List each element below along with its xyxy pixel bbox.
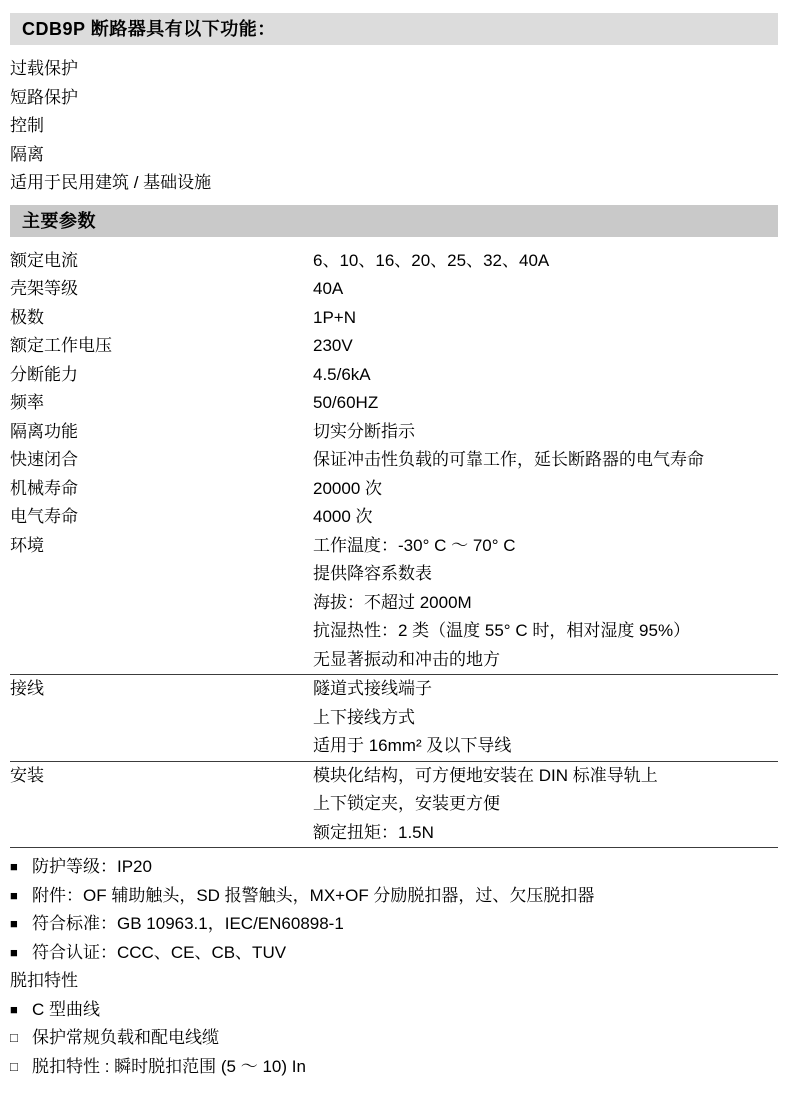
param-row <box>10 247 778 276</box>
param-value-line: 1P+N <box>313 307 356 327</box>
param-row <box>10 361 778 390</box>
param-value-line: 切实分断指示 <box>313 421 415 441</box>
param-value-line: 4.5/6kA <box>313 364 371 384</box>
function-list-item: 适用于民用建筑 / 基础设施 <box>10 173 212 192</box>
open-square-icon: □ <box>10 1030 18 1045</box>
function-list-item: 隔离 <box>10 144 44 164</box>
param-value-line: 无显著振动和冲击的地方 <box>313 649 500 669</box>
note-item <box>10 967 778 996</box>
param-value-line: 40A <box>313 279 344 298</box>
param-label: 安装 <box>10 765 44 785</box>
note-text: 脱扣特性 : 瞬时脱扣范围 (5 ～ 10) In <box>32 1056 306 1076</box>
param-values <box>313 304 778 333</box>
param-label: 额定工作电压 <box>10 336 112 355</box>
filled-square-icon: ■ <box>10 859 18 874</box>
param-values <box>313 275 778 304</box>
function-list-item: 过载保护 <box>10 59 78 78</box>
param-value-line: 50/60HZ <box>313 393 379 412</box>
open-square-icon: □ <box>10 1058 18 1074</box>
note-item <box>10 996 778 1025</box>
note-item <box>10 853 778 882</box>
param-value-line: 230V <box>313 336 353 355</box>
param-row <box>10 503 778 532</box>
parameters-table <box>10 247 778 849</box>
param-value-line: 保证冲击性负载的可靠工作，延长断路器的电气寿命 <box>313 450 704 469</box>
functions-list <box>10 55 776 198</box>
param-row <box>10 389 778 418</box>
note-item <box>10 910 778 939</box>
filled-square-icon: ■ <box>10 916 18 931</box>
param-label: 接线 <box>10 679 44 698</box>
note-text: 附件：OF 辅助触头，SD 报警触头，MX+OF 分励脱扣器，过、欠压脱扣器 <box>32 885 595 905</box>
param-values <box>313 762 778 848</box>
note-text: 防护等级：IP20 <box>32 857 152 876</box>
param-row <box>10 761 778 849</box>
param-value-line: 海拔：不超过 2000M <box>313 592 472 612</box>
param-value-line: 上下接线方式 <box>313 707 415 727</box>
param-value-line: 上下锁定夹，安装更方便 <box>313 794 500 813</box>
parameters-section-header: 主要参数 <box>10 205 778 237</box>
notes-list <box>10 853 778 1081</box>
function-list-item: 控制 <box>10 116 44 135</box>
param-row <box>10 674 778 761</box>
param-values <box>313 475 778 504</box>
param-label: 机械寿命 <box>10 478 78 498</box>
note-text: 保护常规负载和配电线缆 <box>32 1028 219 1047</box>
param-row <box>10 446 778 475</box>
param-label: 电气寿命 <box>10 507 78 526</box>
note-text: 脱扣特性 <box>10 971 78 990</box>
param-values <box>313 389 778 418</box>
param-value-line: 工作温度：-30° C ～ 70° C <box>313 535 516 555</box>
param-label: 极数 <box>10 307 44 327</box>
function-list-item: 短路保护 <box>10 87 78 107</box>
param-value-line: 6、10、16、20、25、32、40A <box>313 250 550 270</box>
note-item <box>10 882 778 911</box>
param-value-line: 4000 次 <box>313 507 373 526</box>
note-item <box>10 1053 778 1082</box>
param-label: 环境 <box>10 535 44 555</box>
param-label: 额定电流 <box>10 250 78 270</box>
note-text: 符合认证：CCC、CE、CB、TUV <box>32 942 287 962</box>
param-values <box>313 418 778 447</box>
param-row <box>10 275 778 304</box>
note-text: 符合标准：GB 10963.1，IEC/EN60898-1 <box>32 914 344 933</box>
param-value-line: 隧道式接线端子 <box>313 679 432 698</box>
param-row <box>10 304 778 333</box>
note-item <box>10 939 778 968</box>
param-value-line: 20000 次 <box>313 478 382 498</box>
param-row <box>10 418 778 447</box>
param-values <box>313 361 778 390</box>
note-text: C 型曲线 <box>32 999 100 1019</box>
functions-section-header: CDB9P 断路器具有以下功能： <box>10 13 778 45</box>
param-value-line: 适用于 16mm² 及以下导线 <box>313 736 512 755</box>
param-values <box>313 446 778 475</box>
param-value-line: 额定扭矩：1.5N <box>313 822 434 842</box>
param-values <box>313 503 778 532</box>
param-row <box>10 332 778 361</box>
param-label: 分断能力 <box>10 364 78 384</box>
param-label: 隔离功能 <box>10 421 78 441</box>
param-values <box>313 532 778 675</box>
param-row <box>10 532 778 675</box>
param-label: 壳架等级 <box>10 279 78 298</box>
filled-square-icon: ■ <box>10 1001 18 1017</box>
param-values <box>313 332 778 361</box>
param-value-line: 抗湿热性：2 类（温度 55° C 时，相对湿度 95%） <box>313 621 691 640</box>
note-item <box>10 1024 778 1053</box>
filled-square-icon: ■ <box>10 887 18 903</box>
filled-square-icon: ■ <box>10 944 18 960</box>
param-label: 频率 <box>10 393 44 412</box>
param-values <box>313 675 778 761</box>
param-row <box>10 475 778 504</box>
param-value-line: 模块化结构，可方便地安装在 DIN 标准导轨上 <box>313 765 658 785</box>
param-label: 快速闭合 <box>10 450 78 469</box>
param-values <box>313 247 778 276</box>
param-value-line: 提供降容系数表 <box>313 564 432 583</box>
